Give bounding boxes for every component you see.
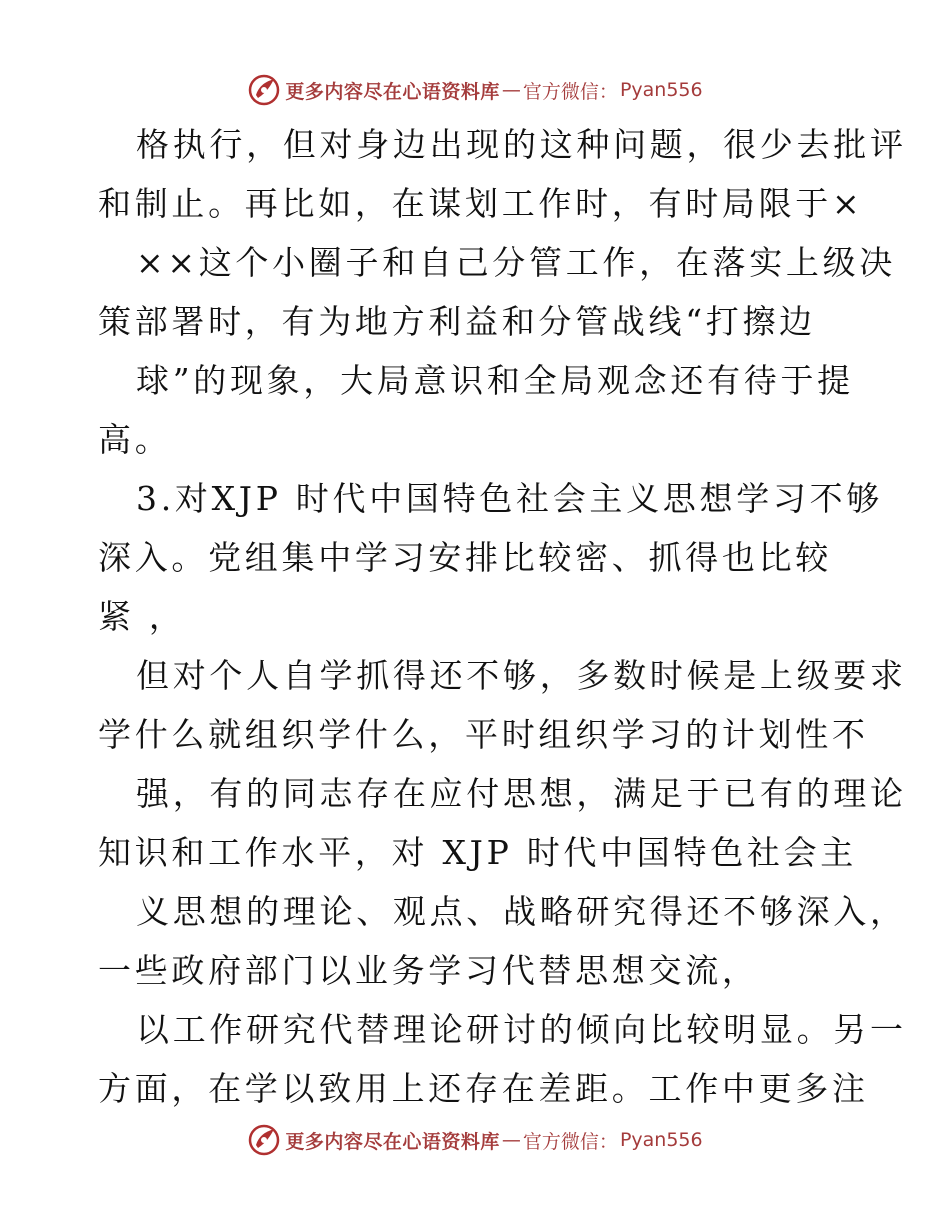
header-watermark <box>0 70 950 110</box>
text-line: 策部署时，有为地方利益和分管战线“打擦边 <box>98 302 816 341</box>
watermark-main-text: 更多内容尽在心语资料库 <box>285 1130 500 1153</box>
text-line: ××这个小圈子和自己分管工作，在落实上级决 <box>136 243 897 282</box>
text-line: 知识和工作水平，对 XJP 时代中国特色社会主 <box>98 833 858 872</box>
watermark-main-text: 更多内容尽在心语资料库 <box>285 80 500 103</box>
text-line: 格执行，但对身边出现的这种问题，很少去批评 <box>136 125 907 164</box>
text-line: 球”的现象，大局意识和全局观念还有待于提 <box>136 361 854 400</box>
watermark-id: Pyan556 <box>619 1129 703 1151</box>
text-line: 高。 <box>98 420 172 459</box>
text-line: 但对个人自学抓得还不够，多数时候是上级要求 <box>136 656 907 695</box>
footer-watermark <box>0 1120 950 1160</box>
text-line: 以工作研究代替理论研讨的倾向比较明显。另一 <box>136 1010 907 1049</box>
text-line: 紧 ， <box>98 597 186 636</box>
text-line: 义思想的理论、观点、战略研究得还不够深入， <box>136 892 907 931</box>
text-line: 方面，在学以致用上还存在差距。工作中更多注 <box>98 1069 869 1108</box>
watermark-label: 官方微信： <box>522 1130 618 1153</box>
watermark-separator: — <box>501 1129 521 1151</box>
pen-logo-icon <box>247 1123 281 1157</box>
text-line: 学什么就组织学什么，平时组织学习的计划性不 <box>98 715 869 754</box>
watermark-separator: — <box>501 79 521 101</box>
text-line: 强，有的同志存在应付思想，满足于已有的理论 <box>136 774 907 813</box>
text-line: 深入。党组集中学习安排比较密、抓得也比较 <box>98 538 832 577</box>
text-line: 一些政府部门以业务学习代替思想交流， <box>98 951 759 990</box>
text-line: 和制止。再比如，在谋划工作时，有时局限于× <box>98 184 864 223</box>
watermark-id: Pyan556 <box>619 79 703 101</box>
text-line: 3.对XJP 时代中国特色社会主义思想学习不够 <box>136 479 884 518</box>
watermark-label: 官方微信： <box>522 80 618 103</box>
pen-logo-icon <box>247 73 281 107</box>
